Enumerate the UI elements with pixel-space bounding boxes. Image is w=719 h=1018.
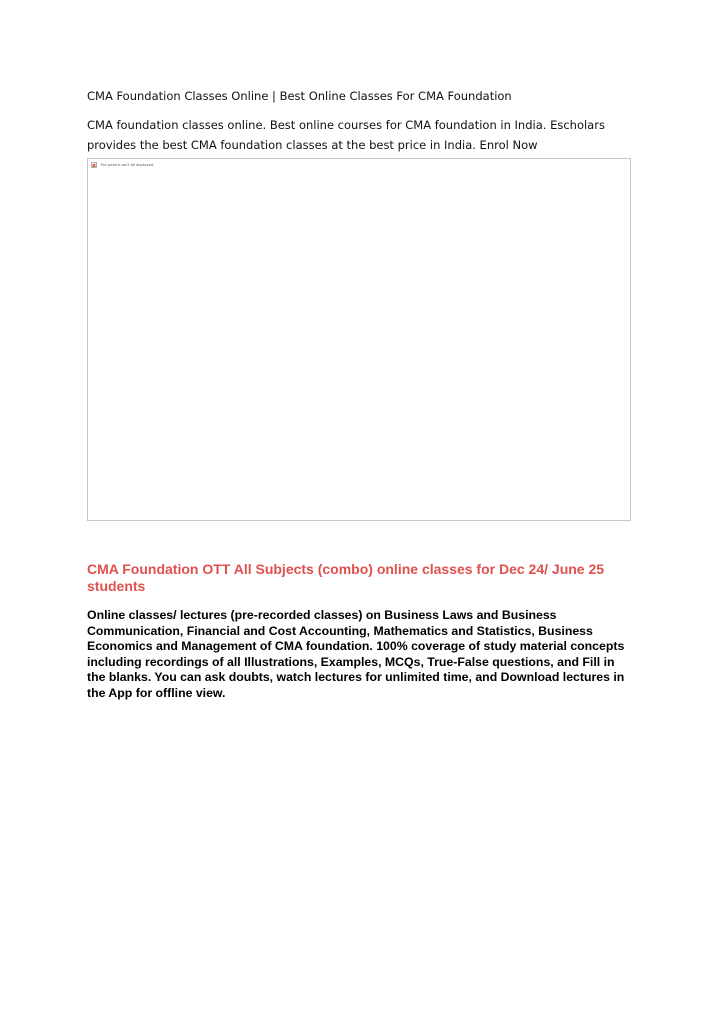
document-intro-paragraph: CMA foundation classes online. Best online courses for CMA foundation in India. Escholars provides the best CMA foundation classes at the best price in India. Enrol Now — [87, 118, 605, 152]
section-heading: CMA Foundation OTT All Subjects (combo) online classes for Dec 24/ June 25 students — [87, 561, 605, 594]
broken-image-indicator — [91, 162, 154, 168]
document-title: CMA Foundation Classes Online | Best Online Classes For CMA Foundation — [87, 89, 512, 103]
section-body-paragraph: Online classes/ lectures (pre-recorded classes) on Business Laws and Business Communication, Financial and Cost Accounting, Mathematics and Statistics, Business Economics and Management of CMA foundation. 100% coverage of study material concepts including recordings of all Illustrations, Examples, MCQs, True-False questions, and Fill in the blanks. You can ask doubts, watch lectures for unlimited time, and Download lectures in the App for offline view. — [87, 608, 625, 700]
image-placeholder-frame — [87, 158, 631, 521]
broken-image-alt-text: The picture can't be displayed. — [100, 162, 155, 167]
broken-image-icon — [91, 162, 97, 168]
